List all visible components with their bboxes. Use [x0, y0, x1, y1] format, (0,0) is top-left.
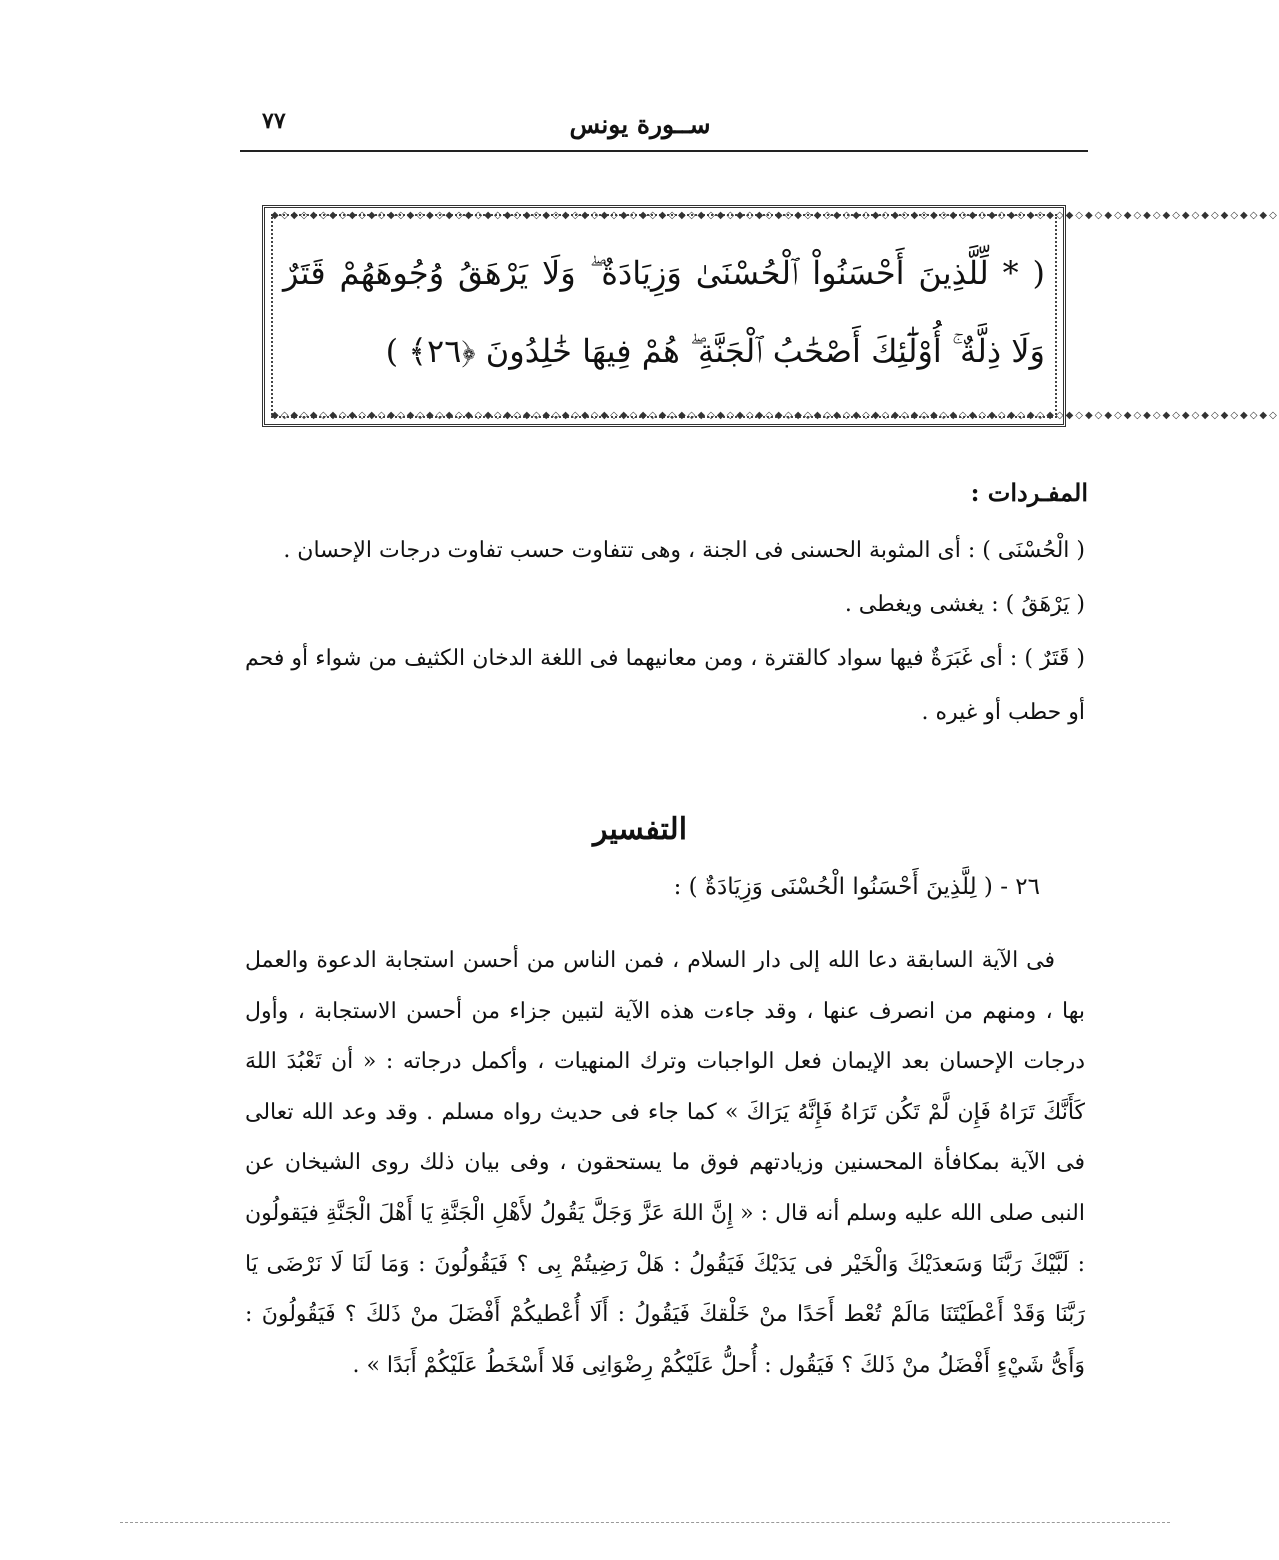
vocabulary-list [245, 524, 1085, 740]
verse-line-1: ( * لِّلَّذِينَ أَحْسَنُواْ ٱلْحُسْنَىٰ وَزِيَادَةٌ ۖ وَلَا يَرْهَقُ وُجُوهَهُمْ قَتَرٌ [283, 254, 1045, 292]
surah-title: ســورة يونس [569, 110, 711, 139]
tafsir-heading: التفسير [592, 812, 688, 847]
vocab-entry: ( قَتَرٌ ) : أى غَبَرَةٌ فيها سواد كالقترة ، ومن معانيهما فى اللغة الدخان الكثيف من شواء أو فحم أو حطب أو غيره . [245, 646, 1085, 725]
page-number: ٧٧ [262, 108, 286, 134]
header-rule [240, 150, 1088, 152]
tafsir-body [245, 936, 1085, 1391]
ornament-top: ◆◇◆◇◆◇◆◇◆◇◆◇◆◇◆◇◆◇◆◇◆◇◆◇◆◇◆◇◆◇◆◇◆◇◆◇◆◇◆◇◆◇◆◇◆◇◆◇◆◇◆◇◆◇◆◇◆◇◆◇◆◇◆◇◆◇◆◇◆◇◆◇◆◇◆◇◆◇◆◇◆◇◆◇◆◇◆◇◆◇◆◇◆◇◆◇◆◇◆◇◆◇◆◇ [271, 210, 1279, 221]
ornament-bottom: ◆◇◆◇◆◇◆◇◆◇◆◇◆◇◆◇◆◇◆◇◆◇◆◇◆◇◆◇◆◇◆◇◆◇◆◇◆◇◆◇◆◇◆◇◆◇◆◇◆◇◆◇◆◇◆◇◆◇◆◇◆◇◆◇◆◇◆◇◆◇◆◇◆◇◆◇◆◇◆◇◆◇◆◇◆◇◆◇◆◇◆◇◆◇◆◇◆◇◆◇◆◇◆◇ [271, 410, 1279, 421]
verse-line-2: وَلَا ذِلَّةٌ ۚ أُوْلَٰٓئِكَ أَصْحَٰبُ ٱلْجَنَّةِ ۖ هُمْ فِيهَا خَٰلِدُونَ ﴿٢٦﴾ ) [385, 332, 1045, 370]
verse-text [283, 234, 1045, 410]
tafsir-paragraph: فى الآية السابقة دعا الله إلى دار السلام ، فمن الناس من أحسن استجابة الدعوة والعمل بها ، ومنهم من انصرف عنها ، وقد جاءت هذه الآية لتبين جزاء من أحسن الاستجابة ، وأول درجات الإحسان بعد الإيمان فعل الواجبات وترك المنهيات ، وأكمل درجاته : « أن تَعْبُدَ اللهَ كَأَنَّكَ تَرَاهُ فَإِن لَّمْ تَكُن تَرَاهُ فَإِنَّهُ يَرَاكَ » كما جاء فى حديث رواه مسلم . وقد وعد الله تعالى فى الآية بمكافأة المحسنين وزيادتهم فوق ما يستحقون ، وفى بيان ذلك روى الشيخان عن النبى صلى الله عليه وسلم أنه قال : « إِنَّ اللهَ عَزَّ وَجَلَّ يَقُولُ لأَهْلِ الْجَنَّةِ يَا أَهْلَ الْجَنَّةِ فيَقولُون : لَبَّيْكَ رَبَّنَا وَسَعدَيْكَ وَالْخَيْر فى يَدَيْكَ فَيَقُولُ : هَلْ رَضِيتُمْ بِى ؟ فَيَقُولُونَ : وَمَا لَنَا لَا نَرْضَى يَا رَبَّنَا وَقَدْ أَعْطَيْتَنَا مَالَمْ تُعْط أَحَدًا منْ خَلْقكَ فَيَقُولُ : أَلَا أُعْطيكُمْ أَفْضَلَ منْ ذَلكَ ؟ فَيَقُولُونَ : وَأَىُّ شَيْءٍ أَفْضَلُ منْ ذَلكَ ؟ فَيَقُول : أُحلُّ عَلَيْكُمْ رِضْوَانِى فَلا أَسْخَطُ عَلَيْكُمْ أَبَدًا » . [245, 948, 1085, 1378]
bottom-rule [120, 1522, 1170, 1523]
verse-reference: ٢٦ - ( لِلَّذِينَ أَحْسَنُوا الْحُسْنَى وَزِيَادَةٌ ) : [673, 874, 1040, 900]
vocabulary-label: المفـردات : [970, 478, 1088, 507]
vocab-entry: ( الْحُسْنَى ) : أى المثوبة الحسنى فى الجنة ، وهى تتفاوت حسب تفاوت درجات الإحسان . [283, 538, 1085, 563]
vocab-entry: ( يَرْهَقُ ) : يغشى ويغطى . [844, 592, 1085, 617]
verse-frame [262, 205, 1279, 427]
